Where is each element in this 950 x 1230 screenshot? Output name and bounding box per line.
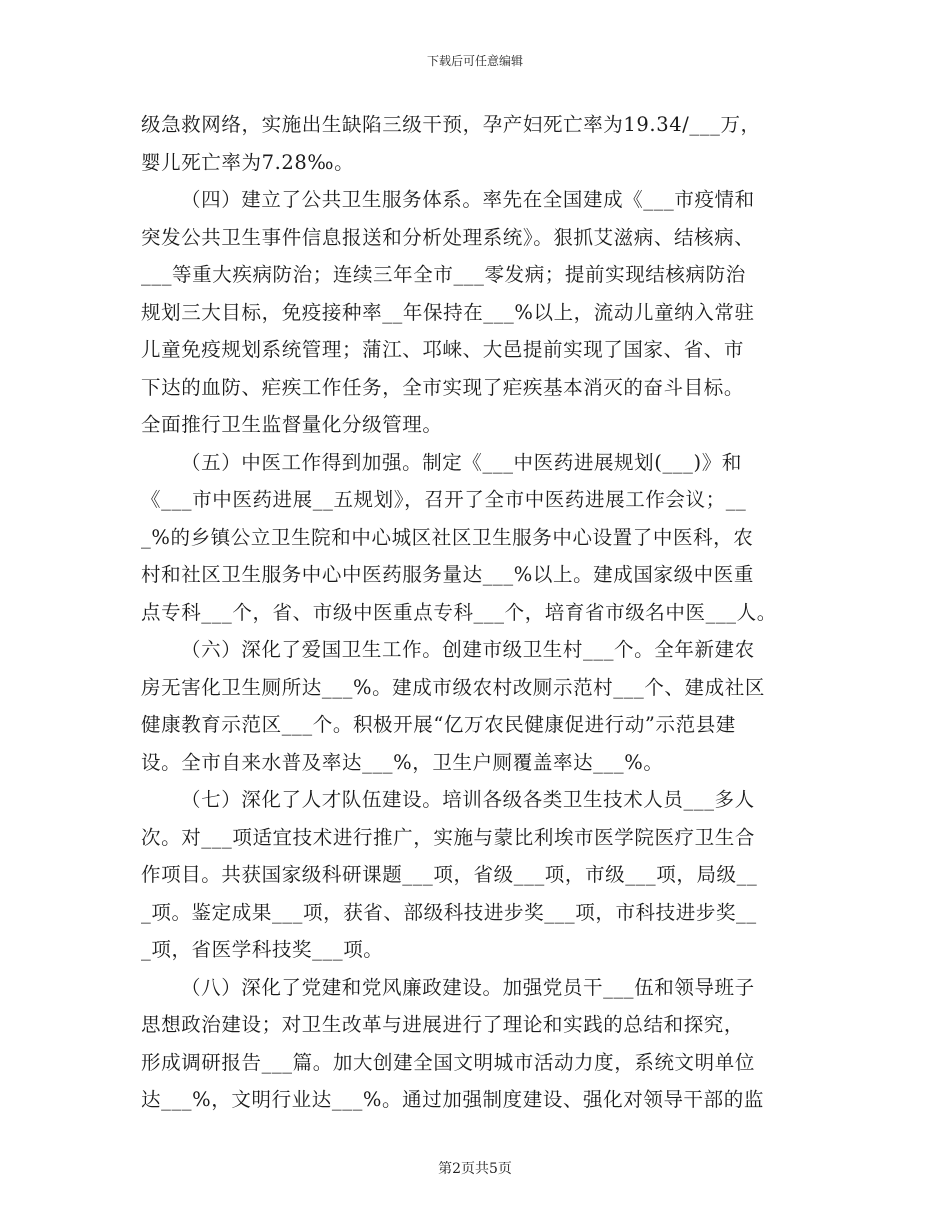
text-line: 村和社区卫生服务中心中医药服务量达___%以上。建成国家级中医重 bbox=[141, 563, 754, 586]
text-line: 思想政治建设；对卫生改革与进展进行了理论和实践的总结和探究， bbox=[141, 1013, 745, 1036]
text-line: 规划三大目标，免疫接种率__年保持在___%以上，流动儿童纳入常驻 bbox=[141, 300, 755, 324]
text-line: 儿童免疫规划系统管理；蒲江、邛崃、大邑提前实现了国家、省、市 bbox=[141, 338, 745, 361]
document-body bbox=[141, 106, 821, 1119]
text-line: 点专科___个，省、市级中医重点专科___个，培育省市级名中医___人。 bbox=[141, 600, 777, 624]
text-line: 房无害化卫生厕所达___%。建成市级农村改厕示范村___个、建成社区 bbox=[141, 675, 765, 699]
text-line: 婴儿死亡率为7.28‰。 bbox=[141, 150, 355, 174]
page-header: 下载后可任意编辑 bbox=[426, 54, 523, 68]
text-line: （五）中医工作得到加强。制定《___中医药进展规划(___)》和 bbox=[181, 450, 742, 474]
text-line: 形成调研报告___篇。加大创建全国文明城市活动力度，系统文明单位 bbox=[141, 1050, 755, 1074]
text-line: （六）深化了爱国卫生工作。创建市级卫生村___个。全年新建农 bbox=[181, 638, 755, 661]
text-line: 健康教育示范区___个。积极开展“亿万农民健康促进行动”示范县建 bbox=[141, 713, 736, 736]
text-line: 设。全市自来水普及率达___%，卫生户厕覆盖率达___%。 bbox=[141, 750, 664, 774]
text-line: 突发公共卫生事件信息报送和分析处理系统》。狠抓艾滋病、结核病、 bbox=[141, 225, 755, 249]
text-line: 作项目。共获国家级科研课题___项，省级___项，市级___项，局级__ bbox=[141, 863, 758, 886]
text-line: （八）深化了党建和党风廉政建设。加强党员干___伍和领导班子 bbox=[181, 975, 755, 999]
text-line: （七）深化了人才队伍建设。培训各级各类卫生技术人员___多人 bbox=[181, 788, 755, 811]
text-line: ___等重大疾病防治；连续三年全市___零发病；提前实现结核病防治 bbox=[141, 263, 746, 286]
text-line: _项，省医学科技奖___项。 bbox=[141, 938, 384, 961]
text-line: _项。鉴定成果___项，获省、部级科技进步奖___项，市科技进步奖__ bbox=[141, 900, 757, 924]
text-line: 《___市中医药进展__五规划》，召开了全市中医药进展工作会议；__ bbox=[141, 488, 747, 511]
text-line: 级急救网络，实施出生缺陷三级干预，孕产妇死亡率为19.34/___万， bbox=[141, 113, 761, 136]
text-line: 达___%，文明行业达___%。通过加强制度建设、强化对领导干部的监 bbox=[141, 1088, 764, 1111]
page-footer: 第2页共5页 bbox=[438, 1161, 512, 1177]
text-line: （四）建立了公共卫生服务体系。率先在全国建成《___市疫情和 bbox=[181, 188, 755, 211]
text-line: _%的乡镇公立卫生院和中心城区社区卫生服务中心设置了中医科，农 bbox=[141, 525, 754, 549]
text-line: 全面推行卫生监督量化分级管理。 bbox=[141, 413, 443, 436]
text-line: 下达的血防、疟疾工作任务，全市实现了疟疾基本消灭的奋斗目标。 bbox=[141, 375, 745, 399]
text-line: 次。对___项适宜技术进行推广，实施与蒙比利埃市医学院医疗卫生合 bbox=[141, 825, 755, 849]
